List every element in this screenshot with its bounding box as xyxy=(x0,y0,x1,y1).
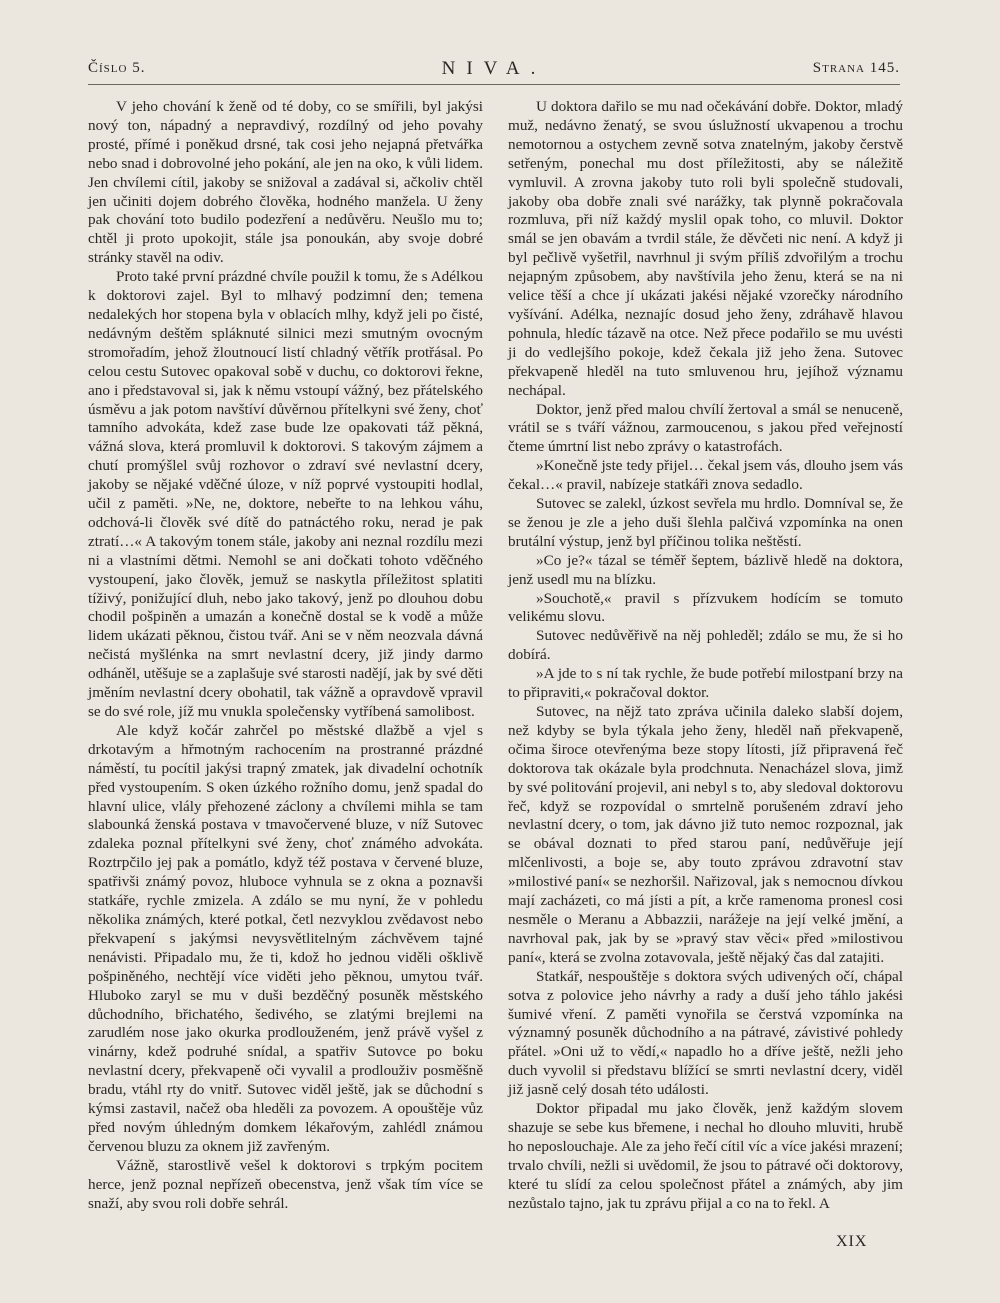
signature-mark: XIX xyxy=(836,1233,868,1250)
paragraph: »Souchotě,« pravil s přízvukem hodícím se tomuto velikému slovu. xyxy=(508,589,903,626)
paragraph: »Co je?« tázal se téměř šeptem, bázlivě hledě na doktora, jenž usedl mu na blízku. xyxy=(508,551,903,588)
header-rule xyxy=(88,84,900,85)
right-column xyxy=(508,98,903,1213)
paragraph: Proto také první prázdné chvíle použil k tomu, že s Adélkou k doktorovi zajel. Byl to mlhavý podzimní den; temena nedalekých hor stopena byla v oblacích mlhy, když jeli po čisté, nedávným deštěm spláknuté silnici mezi smutným ovocným stromořadím, jehož žloutnoucí listí chladný větřík protřásal. Po celou cestu Sutovec opakoval sobě v duchu, co doktorovi řekne, ano i představoval si, jak k němu vstoupí vážný, bez přátelského úsměvu a jak potom navštíví důvěrnou přítelkyni své ženy, choť tamního advokáta, kdež zase bude lze opakovati táž pěkná, vážná slova, která promluvil k doktorovi. S takovým zájmem a chutí promýšlel svůj rozhovor o zdraví své nevlastní dcery, jakoby se nějaké vděčné úloze, v níž poprvé vystoupiti hodlal, učil z paměti. »Ne, ne, doktore, nebeřte to na lehkou váhu, odchová-li člověk své dítě do patnáctého roku, nerad je pak ztratí…« A takovým tonem stále, jakoby ani neznal rozdílu mezi ni a vlastními dětmi. Nemohl se ani dočkati tohoto vděčného vystoupení, jako člověk, jemuž se naskytla příležitost splatiti tíživý, ponižující dluh, nebo jako takový, jenž po dlouhou dobu chodil pošpiněn a umazán a konečně dostal se k vodě a může lidem ukázati pěknou, čistou tvář. Ani se v něm neozvala dávná nečistá myšlénka na smrt nevlastní dcery, již jindy darmo odháněl, utěšuje se a zaplašuje své starosti nadějí, jak by své děti jměním nevlastní dcery obohatil, tak vážně a opravdově vpravil se do své role, jíž mu vnukla společensky vytříbená samolibost. xyxy=(88,268,483,720)
paragraph: Ale když kočár zahrčel po městské dlažbě a vjel s drkotavým a hřmotným rachocením na prostranné prázdné náměstí, tu pocítil jakýsi trapný zmatek, jak divadelní ochotník před vystoupením. S oken úzkého rožního domu, jenž spadal do hlavní ulice, vlály přehozené záclony a chvílemi mihla se tam slabounká ženská postava v tmavočervené bluze, v níž Sutovec zdaleka poznal přítelkyni své ženy, choť známého advokáta. Roztrpčilo jej pak a pomátlo, když též postava v červené bluze, spatřivši známý povoz, hluboce vyhnula se z okna a poznavši statkáře, rychle zmizela. A zdálo se mu nyní, že v pohledu několika známých, které potkal, četl nezvyklou zvědavost nebo překvapení s jakýmsi nevysvětlitelným záchvěvem tajné nenávisti. Připadalo mu, že ti, kdož ho jednou viděli ošklivě pošpiněného, nechtějí více viděti jeho pěknou, umytou tvář. Hluboko zaryl se mu v duši bezděčný posuněk městského důchodního, břichatého, šedivého, se zlatými brejlemi na zarudlém nose jako okurka prodlouženém, jenž právě vyšel z vinárny, kdež podruhé snídal, a spatřiv Sutovce po boku nevlastní dcery, překvapeně oči vyvalil a prodlouživ posměšně bradu, vtáhl rty do vnitř. Sutovec viděl ještě, jak se důchodní s kýmsi zastavil, načež oba hleděli za povozem. A opouštěje vůz před novým úhledným domkem lékařovým, zahlédl známou červenou bluzu za oknem již zavřeným. xyxy=(88,721,483,1155)
paragraph: Sutovec se zalekl, úzkost sevřela mu hrdlo. Domníval se, že se ženou je zle a jeho duši šlehla palčivá vzpomínka na onen brutální výstup, jenž byl příčinou tolika neštěstí. xyxy=(508,495,903,550)
paragraph: Sutovec, na nějž tato zpráva učinila daleko slabší dojem, než kdyby se byla týkala jeho ženy, hleděl naň překvapeně, očima široce otevřenýma beze stopy lítosti, jíž připravená řeč doktorova tak okázale byla prodchnuta. Nenacházel slova, jimž by své politování projevil, ani nebyl s to, aby sledoval doktorovu řeč, když se rozpovídal o smrtelně porušeném zdraví jeho nevlastní dcery, o tom, jak dávno již tuto nemoc rozpoznal, jak se obával doznati to před starou paní, nedůvěřuje její mlčenlivosti, a boje se, aby touto zprávou zdravotní stav »milostivé paní« se nezhoršil. Nařizoval, jak s nemocnou dívkou mají zacházeti, co má jísti a pít, a krče ramenoma pronesl cosi nesměle o Meranu a Abbazzii, narážeje na její velké jmění, a navrhoval pak, jak by se »pravý stav věci« před »milostivou paní«, která se zvolna zotavovala, ještě nějaký čas dal zatajiti. xyxy=(508,703,903,966)
page-number: Strana 145. xyxy=(812,60,900,76)
paragraph: Sutovec nedůvěřivě na něj pohleděl; zdálo se mu, že si ho dobírá. xyxy=(508,627,903,664)
paragraph: V jeho chování k ženě od té doby, co se smířili, byl jakýsi nový ton, nápadný a nepravdivý, rozdílný od jeho povahy prosté, přímé i poněkud drsné, tak cosi jeho nejapná přetvářka nebo snad i dobrovolné jeho pokání, ale jen na oko, k vůli lidem. Jen chvílemi cítil, jakoby se snižoval a zadával si, ačkoliv chtěl jen učiniti dojem dobrého člověka, hodného manžela. U ženy pak chování toto budilo podezření a nedůvěru. Neušlo mu to; chtěl ji proto upokojit, stále jsa ponoukán, aby svoje dobré stránky stavěl na odiv. xyxy=(88,98,483,267)
journal-title: NIVA. xyxy=(441,58,547,79)
paragraph: Doktor připadal mu jako člověk, jenž každým slovem shazuje se sebe kus břemene, i nechal ho dlouho mluviti, hrubě ho neposlouchaje. Ale za jeho řečí cítil víc a více jakési mrazení; trvalo chvíli, nežli si uvědomil, že jsou to pátravé oči doktorovy, které tu slídí za celou společnost přátel a známých, aby jim nezůstalo tajno, jak tu zprávu přijal a co na to řekl. A xyxy=(508,1100,903,1212)
paragraph: Statkář, nespouštěje s doktora svých udivených očí, chápal sotva z polovice jeho návrhy a rady a duší jeho táhlo jakési šumivé vření. Z paměti vynořila se čerstvá vzpomínka na významný posuněk důchodního a na pátravé, závistivé pohledy přátel. »Oni už to vědí,« napadlo ho a dříve ještě, nežli jeho duch vyvolil si představu blížící se smrti nevlastní dcery, viděl již jasně celý dosah této události. xyxy=(508,967,903,1099)
paragraph: U doktora dařilo se mu nad očekávání dobře. Doktor, mladý muž, nedávno ženatý, se svou úslužností ukvapenou a trochu nemotornou a ostychem zevně sotva znatelným, jakoby čerstvě setřeným, ponechal mu dost příležitosti, aby se náležitě vymluvil. A zrovna jakoby tuto roli byli společně studovali, jakoby oba dobře znali své narážky, tak plynně pokračovala rozmluva, při níž každý myslil opak toho, co mluvil. Doktor smál se jen obavám a tvrdil stále, že děvčeti nic není. A když ji byl pečlivě vyšetřil, navrhnul ji svým příliš zdvořilým a trochu nejapným způsobem, aby navštívila jeho ženu, která se na ni velice těší a chce jí ukázati jakési nějaké vzorečky národního vyšívání. Adélka, neznajíc dosud jeho ženy, zdráhavě hlavou pohnula, hledíc tázavě na otce. Než přece podařilo se mu uvésti ji do vedlejšího pokoje, kdež čekala již jeho žena. Sutovec překvapeně hleděl na tuto smluvenou hru, jejíhož významu nechápal. xyxy=(508,98,903,399)
left-column xyxy=(88,98,483,1213)
paragraph: Doktor, jenž před malou chvílí žertoval a smál se nenuceně, vrátil se s tváří vážnou, zarmoucenou, s jakou před veřejností čteme úmrtní list nebo zprávy o katastrofách. xyxy=(508,400,903,456)
paragraph: Vážně, starostlivě vešel k doktorovi s trpkým pocitem herce, jenž poznal nepřízeň obecenstva, jenž však tím více se snaží, aby svou roli dobře sehrál. xyxy=(88,1156,483,1212)
paragraph: »Konečně jste tedy přijel… čekal jsem vás, dlouho jsem vás čekal…« pravil, nabízeje statkáři znova sedadlo. xyxy=(508,457,903,494)
issue-number: Číslo 5. xyxy=(88,60,146,76)
paragraph: »A jde to s ní tak rychle, že bude potřebí milostpaní brzy na to připraviti,« pokračoval doktor. xyxy=(508,665,903,702)
page-header xyxy=(88,58,900,84)
